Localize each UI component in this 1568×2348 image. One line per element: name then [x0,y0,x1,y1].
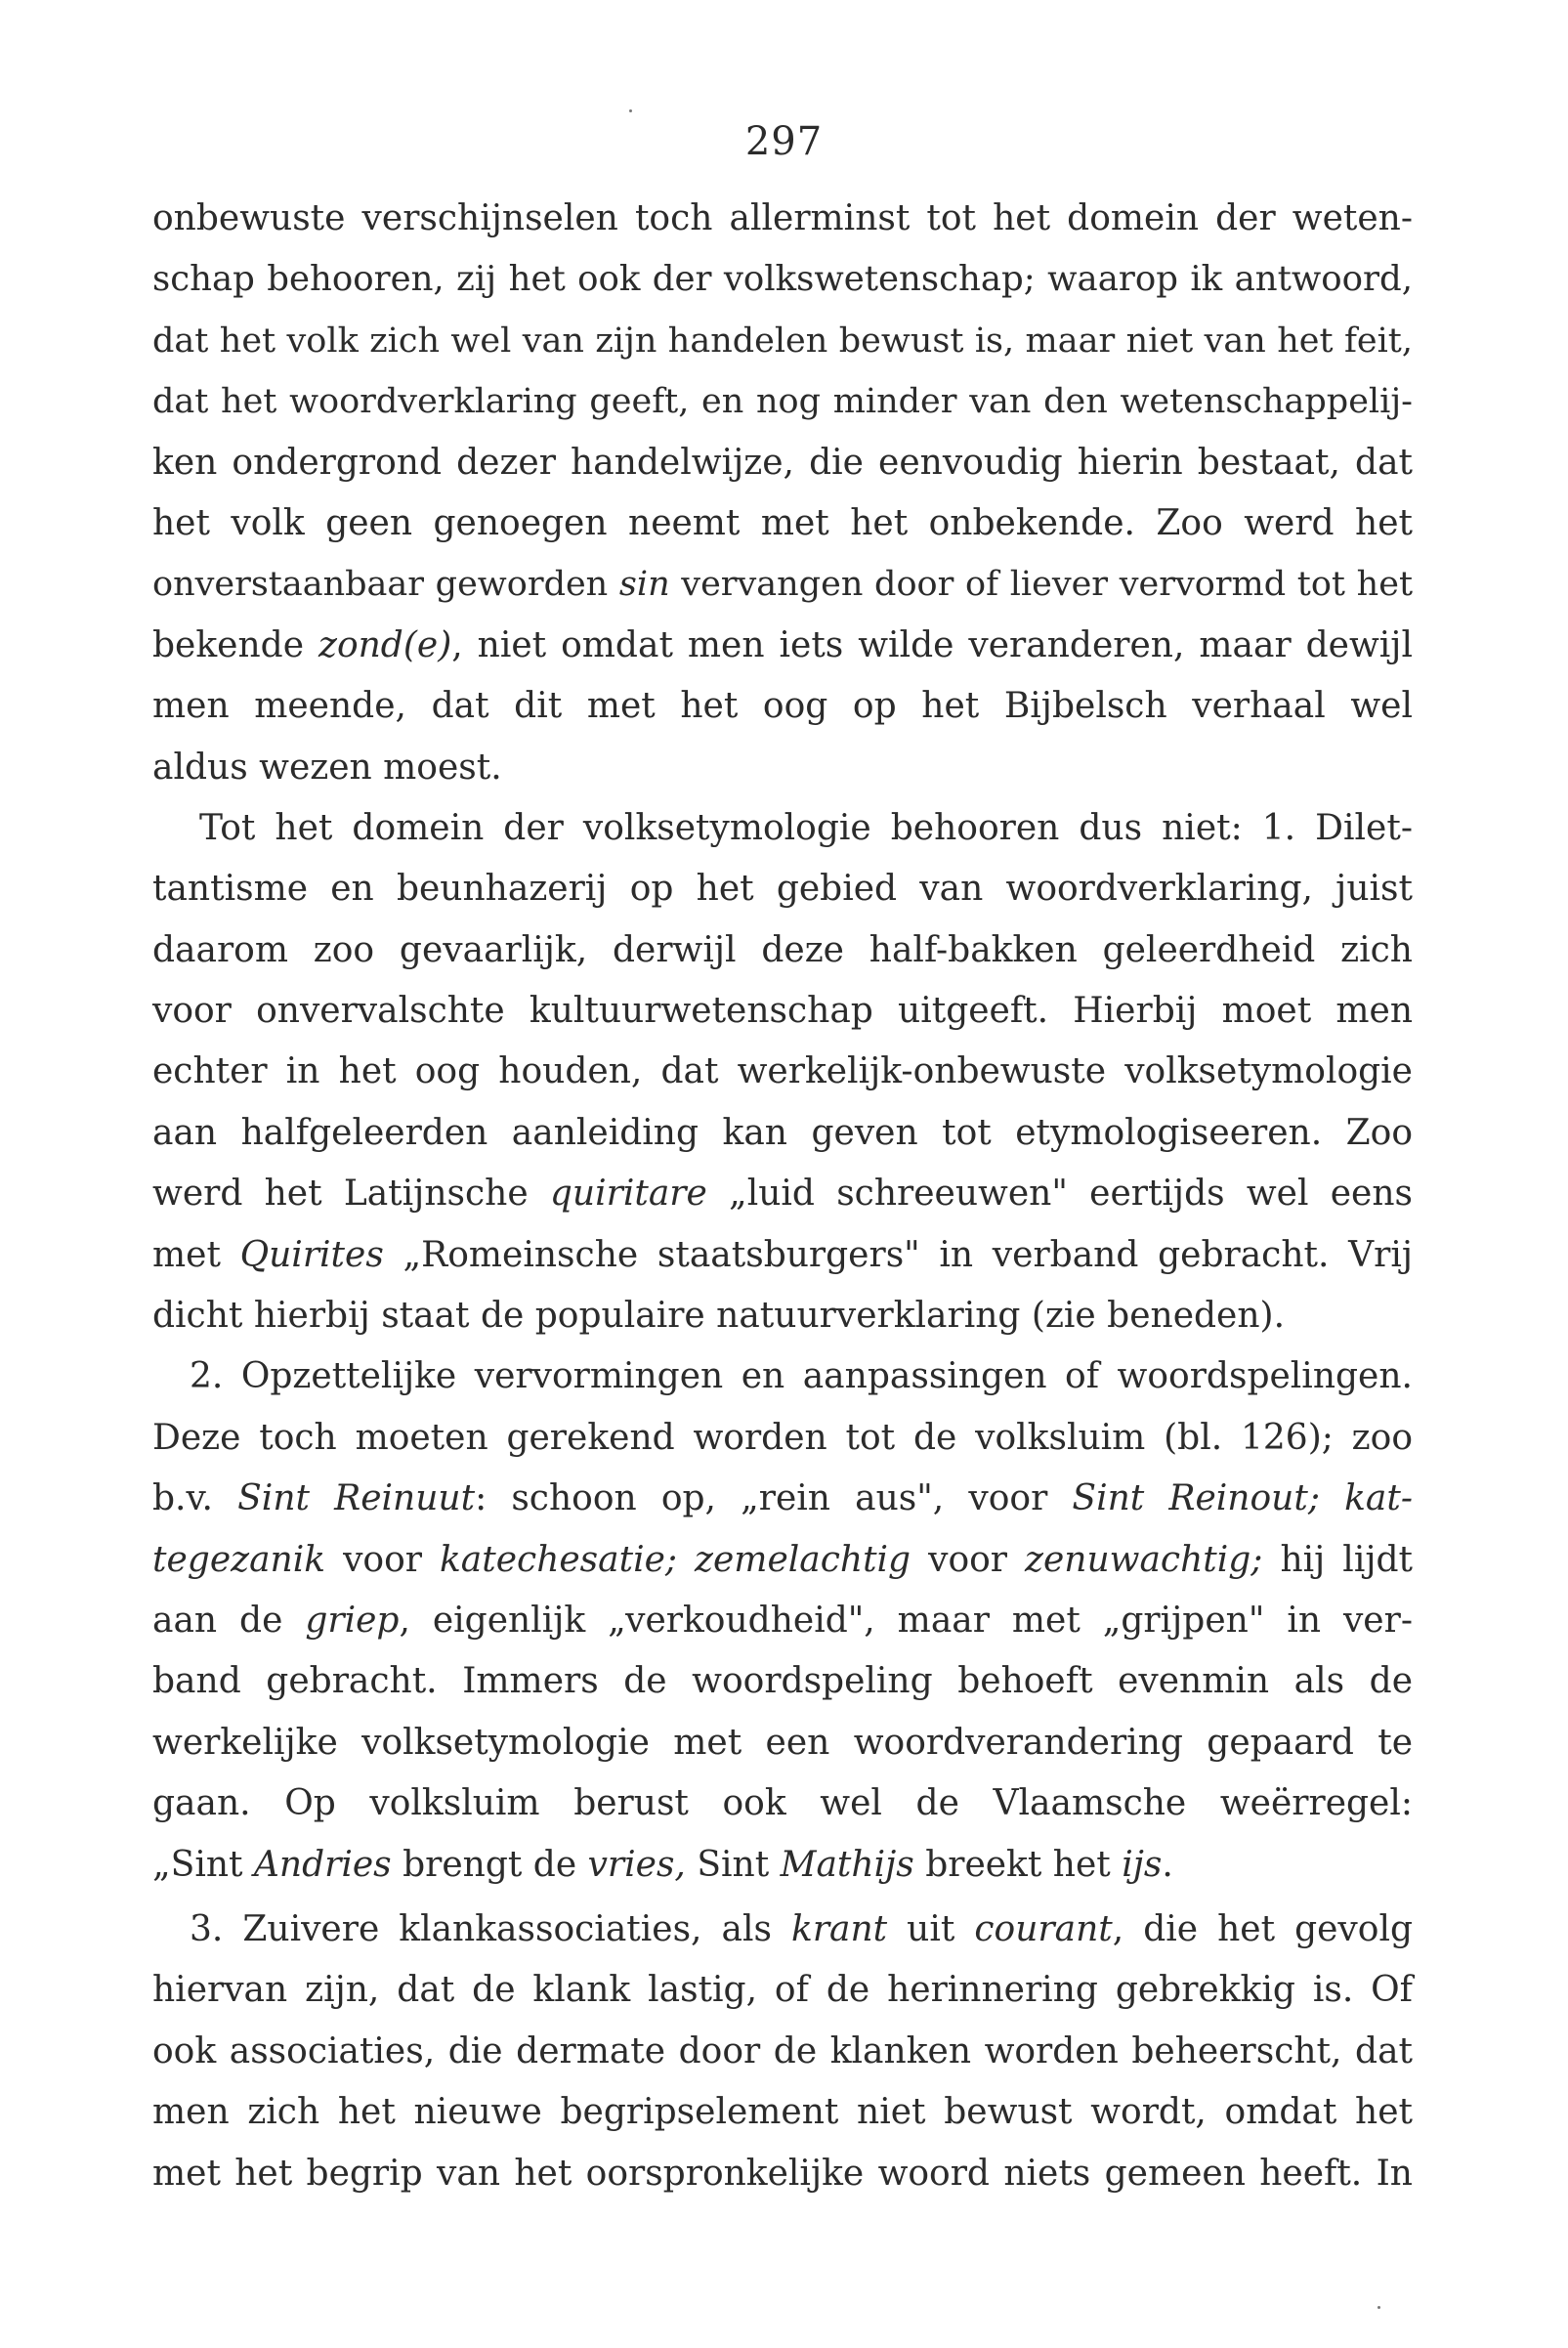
text-line: voor onvervalschte kultuurwetenschap uitgeeft. Hierbij moet men [152,991,1413,1032]
text-line: onbewuste verschijnselen toch allerminst tot het domein der weten- [152,198,1413,238]
text-line: dat het volk zich wel van zijn handelen bewust is, maar niet van het feit, [152,320,1413,361]
italic-term: zond(e) [318,624,452,665]
text-line: b.v. Sint Reinuut: schoon op, „rein aus", voor Sint Reinout; kat- [152,1478,1413,1519]
italic-term: Quirites [239,1234,384,1275]
text-line: men zich het nieuwe begripselement niet bewust wordt, omdat het [152,2092,1413,2133]
text-line: aan halfgeleerden aanleiding kan geven tot etymologiseeren. Zoo [152,1112,1413,1153]
italic-term: Andries [253,1844,392,1885]
italic-term: tegezanik [152,1539,326,1580]
print-speck [1377,2306,1380,2309]
text-line: ook associaties, die dermate door de klanken worden beheerscht, dat [152,2030,1413,2071]
text-line: schap behooren, zij het ook der volkswetenschap; waarop ik antwoord, [152,259,1413,300]
italic-term: Sint Reinout; kat- [1072,1478,1413,1519]
text-line: dicht hierbij staat de populaire natuurverklaring (zie beneden). [152,1296,1286,1337]
text-line: werd het Latijnsche quiritare „luid schreeuwen" eertijds wel eens [152,1174,1414,1215]
text-line: tegezanik voor katechesatie; zemelachtig voor zenuwachtig; hij lijdt [152,1539,1414,1580]
print-speck [629,109,632,112]
text-line: tantisme en beunhazerij op het gebied van woordverklaring, juist [152,869,1413,910]
text-line: gaan. Op volksluim berust ook wel de Vlaamsche weërregel: [152,1783,1413,1824]
italic-term: griep [305,1600,400,1641]
text-line: het volk geen genoegen neemt met het onbekende. Zoo werd het [152,502,1413,543]
text-line: bekende zond(e), niet omdat men iets wilde veranderen, maar dewijl [152,624,1413,665]
text-line: Deze toch moeten gerekend worden tot de volksluim (bl. 126); zoo [152,1417,1413,1458]
text-line: 3. Zuivere klankassociaties, als krant uit courant, die het gevolg [190,1908,1413,1949]
text-line: hiervan zijn, dat de klank lastig, of de herinnering gebrekkig is. Of [152,1970,1413,2011]
text-line: men meende, dat dit met het oog op het Bijbelsch verhaal wel [152,686,1413,727]
italic-term: krant [791,1908,888,1949]
body-text [152,189,1413,2204]
italic-term: ijs [1122,1844,1163,1885]
italic-term: zenuwachtig; [1025,1539,1263,1580]
italic-term: Sint Reinuut [237,1478,476,1519]
text-line: band gebracht. Immers de woordspeling behoeft evenmin als de [152,1661,1413,1702]
italic-term: Mathijs [780,1844,914,1885]
text-line: daarom zoo gevaarlijk, derwijl deze half-bakken geleerdheid zich [152,929,1413,970]
text-line: onverstaanbaar geworden sin vervangen door of liever vervormd tot het [152,565,1414,605]
text-line: met Quirites „Romeinsche staatsburgers" in verband gebracht. Vrij [152,1234,1413,1275]
italic-term: courant [974,1908,1113,1949]
italic-term: katechesatie; zemelachtig [439,1539,911,1580]
text-line: werkelijke volksetymologie met een woordverandering gepaard te [152,1722,1413,1763]
text-line: ken ondergrond dezer handelwijze, die eenvoudig hierin bestaat, dat [152,442,1413,483]
italic-term: quiritare [549,1174,707,1215]
text-line: met het begrip van het oorspronkelijke woord niets gemeen heeft. In [152,2153,1413,2194]
text-line: Tot het domein der volksetymologie behooren dus niet: 1. Dilet- [199,807,1413,848]
text-line: 2. Opzettelijke vervormingen en aanpassingen of woordspelingen. [190,1356,1413,1397]
text-line: dat het woordverklaring geeft, en nog minder van den wetenschappelij- [152,382,1413,422]
text-line: „Sint Andries brengt de vries, Sint Mathijs breekt het ijs. [152,1844,1173,1885]
text-line: aan de griep, eigenlijk „verkoudheid", maar met „grijpen" in ver- [152,1600,1413,1641]
text-line: echter in het oog houden, dat werkelijk-onbewuste volksetymologie [152,1051,1413,1092]
italic-term: sin [618,565,670,605]
italic-term: vries, [587,1844,686,1885]
text-line: aldus wezen moest. [152,747,502,788]
page-number: 297 [744,119,824,164]
